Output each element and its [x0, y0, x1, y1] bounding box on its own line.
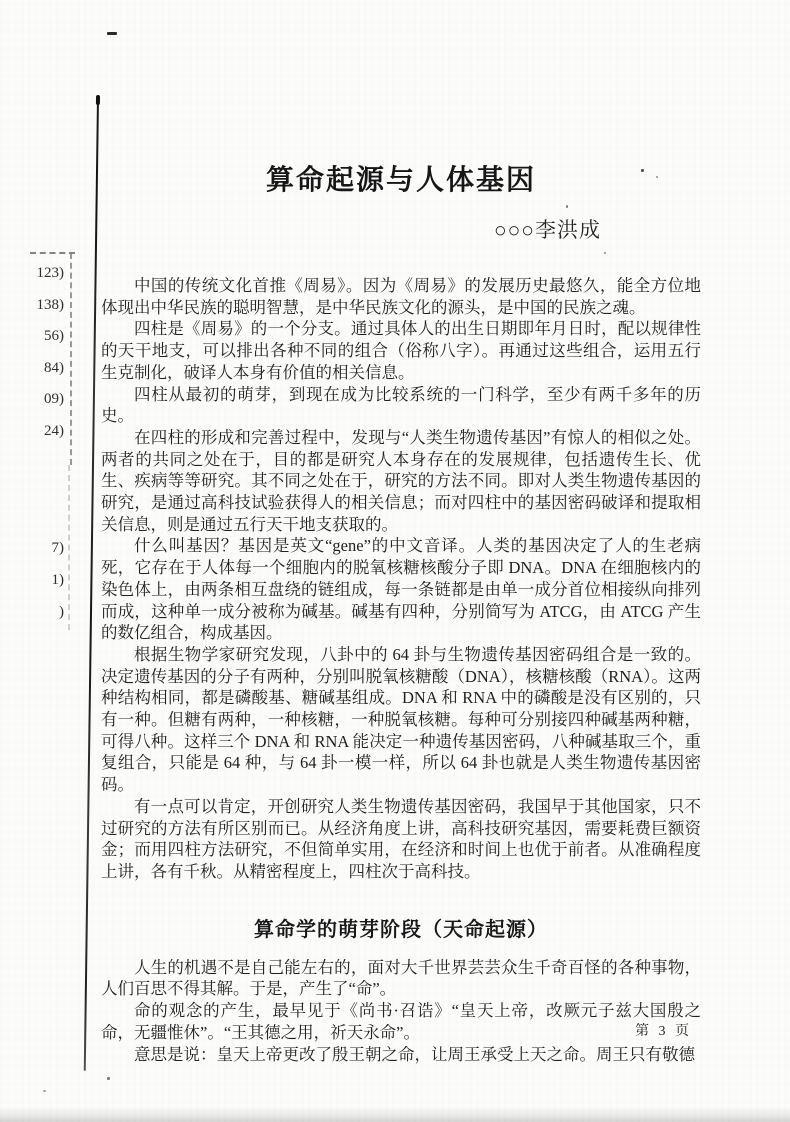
page-gutter-crease-line [84, 98, 99, 1071]
paragraph: 根据生物学家研究发现，八卦中的 64 卦与生物遗传基因密码组合是一致的。决定遗传基因的分子有两种，分别叫脱氧核糖酸（DNA），核糖核酸（RNA）。这两种结构相同，都是磷酸基、糖碱基组成。DNA 和 RNA 中的磷酸是没有区别的，只有一种。但糖有两种，一种核糖，一种脱氧核糖。每种可分别接四种碱基两种糖，可得八种。这样三个 DNA 和 RNA 能决定一种遗传基因密码，八种碱基取三个，重复组合，只能是 64 种，与 64 卦一模一样，所以 64 卦也就是人类生物遗传基因密码。 [101, 644, 701, 795]
margin-fragment: 84) [44, 360, 64, 376]
margin-fragment: 1) [51, 572, 64, 588]
margin-fragment: 138) [36, 297, 64, 313]
paragraph: 什么叫基因？基因是英文“gene”的中文音译。人类的基因决定了人的生老病死，它存在于人体每一个细胞内的脱氧核糖核酸分子即 DNA。DNA 在细胞核内的染色体上，由两条相互盘绕的链组成，每一条链都是由单一成分首位相接纵向排列而成，这种单一成分被称为碱基。碱基有四种，分别简写为 ATCG，由 ATCG 产生的数亿组合，构成基因。 [101, 536, 701, 643]
scan-bottom-shadow [0, 1106, 790, 1122]
paragraph: 四柱从最初的萌芽，到现在成为比较系统的一门科学，至少有两千多年的历史。 [101, 384, 701, 426]
paragraph: 中国的传统文化首推《周易》。因为《周易》的发展历史最悠久，能全方位地体现出中华民族的聪明智慧，是中华民族文化的源头，是中国的民族之魂。 [101, 276, 701, 317]
margin-fragment: 56) [44, 328, 64, 344]
margin-fragment: ) [59, 604, 64, 620]
paragraph: 人生的机遇不是自己能左右的，面对大千世界芸芸众生千奇百怪的各种事物，人们百思不得其解。于是，产生了“命”。 [101, 957, 701, 999]
document-title: 算命起源与人体基因 [265, 165, 536, 196]
author-line: ○○○李洪成 [493, 218, 601, 242]
torn-edge-dash-vertical-upper [70, 253, 72, 465]
margin-fragment: 123) [36, 265, 64, 281]
paragraph: 四柱是《周易》的一个分支。通过具体人的出生日期即年月日时，配以规律性的天干地支，可以排出各种不同的组合（俗称八字）。再通过这些组合，运用五行生克制化，破译人本身有价值的相关信息。 [101, 319, 701, 382]
scan-speck [107, 1077, 110, 1080]
torn-edge-dash-vertical-lower [68, 465, 70, 630]
margin-fragment: 09) [44, 391, 64, 407]
paragraph: 命的观念的产生，最早见于《尚书·召诰》“皇天上帝，改厥元子兹大国殷之命，无疆惟休”。“王其德之用，祈天永命”。 [101, 1001, 701, 1042]
paragraph: 在四柱的形成和完善过程中，发现与“人类生物遗传基因”有惊人的相似之处。两者的共同之处在于，目的都是研究人本身存在的发展规律，包括遗传生长、优生、疾病等等研究。其不同之处在于，研究的方法不同。即对人类生物遗传基因的研究，是通过高科技试验获得人的相关信息；而对四柱中的基因密码破译和提取相关信息，则是通过五行天干地支获取的。 [101, 427, 701, 534]
body-text [101, 275, 701, 1065]
margin-fragment: 24) [44, 423, 64, 439]
margin-fragment: 7) [51, 540, 64, 556]
torn-edge-dash-horizontal [30, 252, 75, 254]
paragraph: 意思是说：皇天上帝更改了殷王朝之命，让周王承受上天之命。周王只有敬德 [134, 1044, 695, 1064]
page-number: 第 3 页 [635, 1024, 692, 1039]
paragraph: 有一点可以肯定，开创研究人类生物遗传基因密码，我国早于其他国家，只不过研究的方法有所区别而已。从经济角度上讲，高科技研究基因，需要耗费巨额资金；而用四柱方法研究，不但简单实用，在经济和时间上也优于前者。从准确程度上讲，各有千秋。从精密程度上，四柱次于高科技。 [101, 796, 701, 881]
text-column [101, 0, 701, 1065]
scan-speck [43, 1090, 46, 1092]
section-heading: 算命学的萌芽阶段（天命起源） [254, 918, 548, 941]
